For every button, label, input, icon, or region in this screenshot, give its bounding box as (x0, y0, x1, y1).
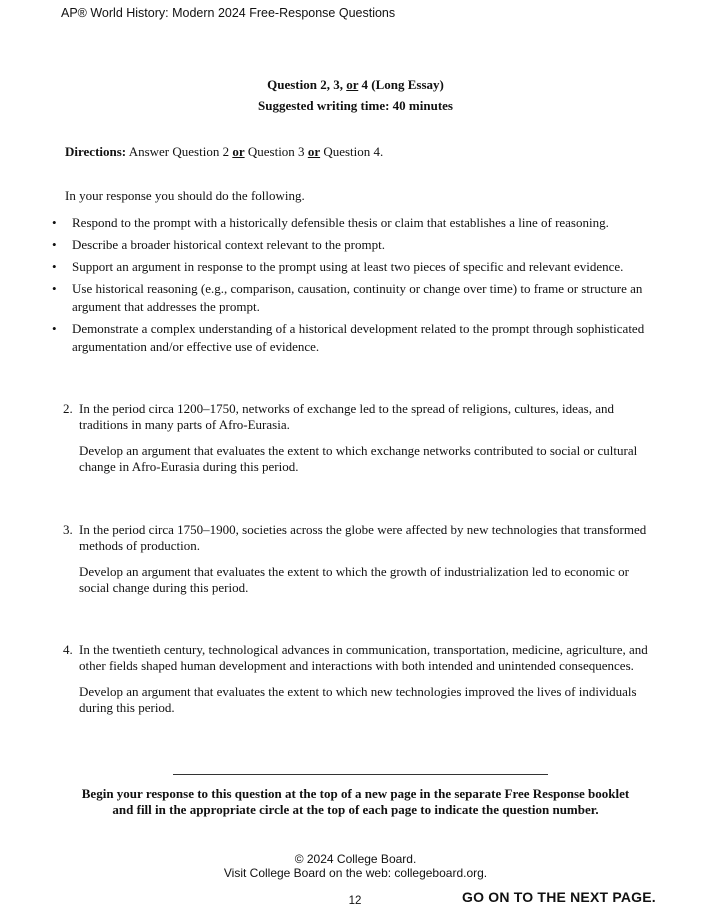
directions-text-3: Question 4. (323, 144, 384, 159)
bullet-text: Use historical reasoning (e.g., comparison, causation, continuity or change over time) to frame or structure an argument that addresses the prompt. (72, 281, 643, 314)
bullet-item (50, 236, 650, 254)
website: Visit College Board on the web: collegeboard.org. (223, 866, 488, 880)
bullet-text: Demonstrate a complex understanding of a historical development related to the prompt through sophisticated argumentation and/or effective use of evidence. (72, 321, 645, 354)
question-2 (63, 401, 653, 475)
bullet-item (50, 258, 650, 276)
question-task: Develop an argument that evaluates the extent to which exchange networks contributed to social or cultural change in Afro-Eurasia during this period. (79, 443, 638, 474)
bullet-text: Describe a broader historical context relevant to the prompt. (72, 237, 385, 252)
bullet-text: Support an argument in response to the prompt using at least two pieces of specific and relevant evidence. (72, 259, 624, 274)
bullet-item (50, 280, 650, 316)
directions-or-1: or (232, 144, 245, 159)
question-prompt: In the period circa 1750–1900, societies across the globe were affected by new technologies that transformed methods of production. (79, 522, 647, 553)
bullet-icon: • (52, 259, 57, 274)
question-title (0, 77, 711, 93)
bullet-item (50, 320, 650, 356)
begin-line-1: Begin your response to this question at the top of a new page in the separate Free Response booklet (81, 786, 630, 801)
question-3 (63, 522, 653, 596)
copyright: © 2024 College Board. (294, 852, 417, 866)
title-suffix: 4 (Long Essay) (361, 77, 444, 92)
intro-text: In your response you should do the following. (65, 188, 305, 203)
question-number: 3. (63, 522, 73, 537)
question-4 (63, 642, 653, 716)
bullet-item (50, 214, 650, 232)
begin-instructions (0, 786, 711, 818)
directions-text-1: Answer Question 2 (128, 144, 230, 159)
bullet-icon: • (52, 215, 57, 230)
question-task: Develop an argument that evaluates the extent to which new technologies improved the lives of individuals during this period. (79, 684, 637, 715)
go-on-notice: GO ON TO THE NEXT PAGE. (462, 889, 656, 905)
directions-or-2: or (307, 144, 321, 159)
question-prompt: In the period circa 1200–1750, networks of exchange led to the spread of religions, cultures, ideas, and traditions in many parts of Afro-Eurasia. (79, 401, 614, 432)
bullet-icon: • (52, 237, 57, 252)
page-number: 12 (348, 895, 362, 907)
question-number: 4. (63, 642, 73, 657)
begin-line-2: and fill in the appropriate circle at the top of each page to indicate the question number. (112, 802, 599, 817)
directions (65, 144, 383, 160)
question-prompt: In the twentieth century, technological advances in communication, transportation, medicine, agriculture, and other fields shaped human development and interactions with both intended and unintended consequences. (79, 642, 648, 673)
copyright-block (0, 852, 711, 880)
question-number: 2. (63, 401, 73, 416)
writing-time: Suggested writing time: 40 minutes (258, 98, 453, 113)
bullet-icon: • (52, 281, 57, 296)
divider-rule (173, 774, 548, 775)
bullet-text: Respond to the prompt with a historically defensible thesis or claim that establishes a line of reasoning. (72, 215, 609, 230)
directions-text-2: Question 3 (247, 144, 305, 159)
page-header: AP® World History: Modern 2024 Free-Response Questions (61, 6, 396, 20)
question-task: Develop an argument that evaluates the extent to which the growth of industrialization led to economic or social change during this period. (79, 564, 629, 595)
bullet-list (50, 214, 650, 360)
directions-label: Directions: (65, 144, 127, 159)
title-or: or (346, 77, 359, 92)
bullet-icon: • (52, 321, 57, 336)
title-prefix: Question 2, 3, (267, 77, 343, 92)
